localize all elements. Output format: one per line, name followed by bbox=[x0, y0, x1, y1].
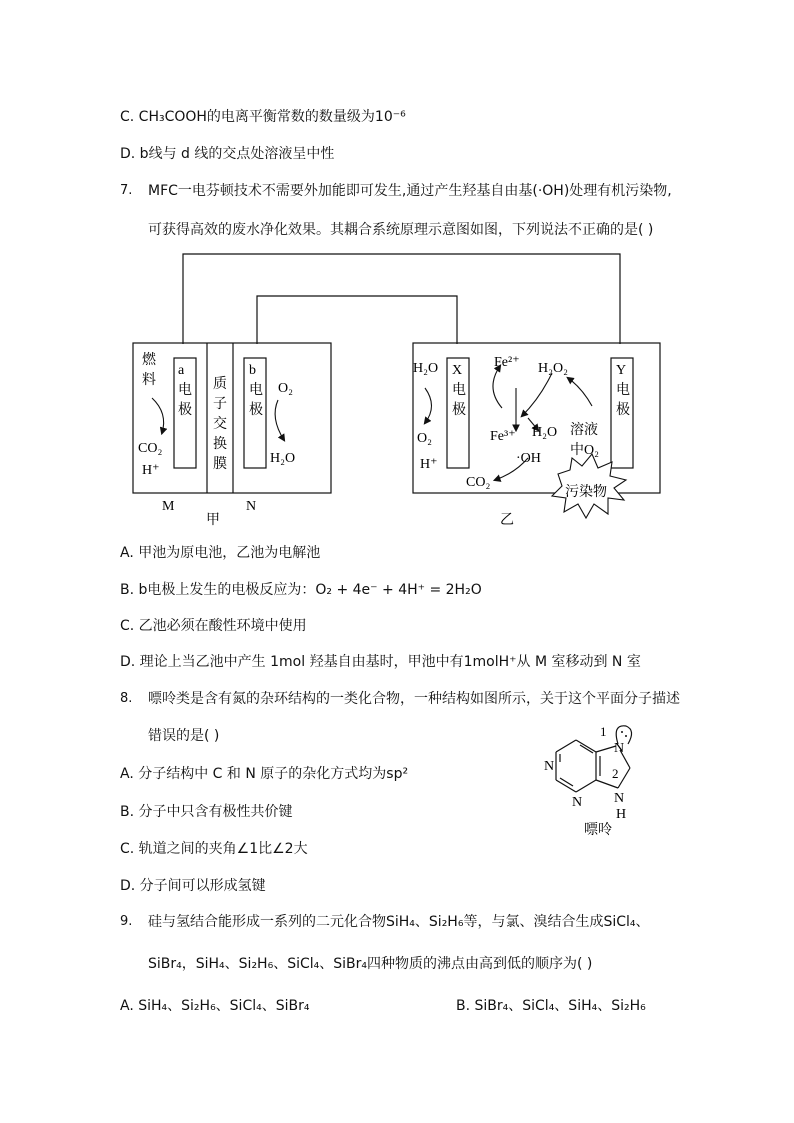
q7-option-d: D. 理论上当乙池中产生 1mol 羟基自由基时，甲池中有1molH⁺从 M 室移动到 N 室 bbox=[120, 654, 641, 670]
q6-option-d: D. b线与 d 线的交点处溶液呈中性 bbox=[120, 146, 335, 162]
n-left-label: N bbox=[544, 759, 555, 774]
q7-option-a: A. 甲池为原电池，乙池为电解池 bbox=[120, 545, 321, 561]
yi-fe3: Fe³⁺ bbox=[490, 429, 516, 444]
jia-n-label: N bbox=[246, 499, 257, 514]
q8-option-b: B. 分子中只含有极性共价键 bbox=[120, 804, 293, 820]
yi-h2o-out: H₂O bbox=[532, 425, 558, 440]
q7-stem-line1: MFC一电芬顿技术不需要外加能即可发生,通过产生羟基自由基(·OH)处理有机污染物, bbox=[148, 183, 672, 199]
b-electrode-label-3: 极 bbox=[249, 403, 263, 418]
y-electrode-label-2: 电 bbox=[616, 383, 630, 398]
membrane-4: 换 bbox=[213, 437, 227, 452]
a-electrode-label-3: 极 bbox=[178, 403, 192, 418]
yi-oh: ·OH bbox=[516, 451, 541, 466]
purine-structure bbox=[530, 722, 670, 842]
b-electrode-label-2: 电 bbox=[249, 383, 263, 398]
x-electrode-label-2: 电 bbox=[452, 383, 466, 398]
yi-fe2: Fe²⁺ bbox=[494, 355, 520, 370]
n-top-label: N bbox=[614, 741, 625, 756]
n-bottom-label: N bbox=[572, 795, 583, 810]
q7-stem-line2: 可获得高效的废水净化效果。其耦合系统原理示意图如图，下列说法不正确的是( ) bbox=[148, 222, 654, 238]
membrane-5: 膜 bbox=[213, 457, 227, 472]
yi-solution-1: 溶液 bbox=[570, 423, 598, 438]
y-electrode-label: Y bbox=[616, 363, 627, 378]
angle-1-label: 1 bbox=[600, 724, 607, 739]
q7-option-b: B. b电极上发生的电极反应为：O₂ + 4e⁻ + 4H⁺ = 2H₂O bbox=[120, 582, 482, 598]
purine-name: 嘌呤 bbox=[584, 823, 612, 838]
q8-option-a: A. 分子结构中 C 和 N 原子的杂化方式均为sp² bbox=[120, 766, 409, 782]
yi-o2: O₂ bbox=[417, 431, 432, 446]
q8-option-c: C. 轨道之间的夹角∠1比∠2大 bbox=[120, 841, 308, 857]
yi-solution-2: 中O₂ bbox=[570, 443, 599, 458]
q7-option-c: C. 乙池必须在酸性环境中使用 bbox=[120, 618, 307, 634]
fuel-label-2: 料 bbox=[142, 373, 156, 388]
jia-hplus: H⁺ bbox=[142, 463, 160, 478]
jia-co2: CO₂ bbox=[138, 441, 163, 456]
q8-stem-line2: 错误的是( ) bbox=[148, 728, 220, 744]
yi-hplus: H⁺ bbox=[420, 457, 438, 472]
q9-option-a: A. SiH₄、Si₂H₆、SiCl₄、SiBr₄ bbox=[120, 998, 310, 1014]
yi-h2o: H₂O bbox=[413, 361, 439, 376]
angle-2-label: 2 bbox=[612, 766, 619, 781]
q7-diagram bbox=[120, 248, 680, 538]
q6-option-c: C. CH₃COOH的电离平衡常数的数量级为10⁻⁶ bbox=[120, 109, 406, 125]
membrane-1: 质 bbox=[213, 377, 227, 392]
yi-co2: CO₂ bbox=[466, 475, 491, 490]
q9-option-b: B. SiBr₄、SiCl₄、SiH₄、Si₂H₆ bbox=[456, 998, 646, 1014]
h-label: H bbox=[616, 807, 627, 822]
q9-stem-line1: 硅与氢结合能形成一系列的二元化合物SiH₄、Si₂H₆等，与氯、溴结合生成SiCl₄、 bbox=[148, 914, 650, 930]
y-electrode-label-3: 极 bbox=[616, 403, 630, 418]
b-electrode-label: b bbox=[249, 363, 256, 378]
q8-number: 8. bbox=[120, 691, 133, 706]
jia-name: 甲 bbox=[206, 513, 220, 528]
q8-option-d: D. 分子间可以形成氢键 bbox=[120, 878, 266, 894]
nh-label: N bbox=[614, 791, 625, 806]
yi-name: 乙 bbox=[500, 513, 514, 528]
fuel-label-1: 燃 bbox=[142, 353, 156, 368]
q8-stem-line1: 嘌呤类是含有氮的杂环结构的一类化合物，一种结构如图所示，关于这个平面分子描述 bbox=[148, 691, 680, 707]
jia-h2o: H₂O bbox=[270, 451, 296, 466]
yi-h2o2: H₂O₂ bbox=[538, 361, 568, 376]
yi-pollutant: 污染物 bbox=[565, 485, 607, 500]
x-electrode-label-3: 极 bbox=[452, 403, 466, 418]
jia-m-label: M bbox=[162, 499, 175, 514]
q9-stem-line2: SiBr₄，SiH₄、Si₂H₆、SiCl₄、SiBr₄四种物质的沸点由高到低的顺序为( ) bbox=[148, 956, 593, 972]
jia-o2: O₂ bbox=[278, 381, 293, 396]
q7-number: 7. bbox=[120, 183, 133, 198]
q9-number: 9. bbox=[120, 914, 133, 929]
x-electrode-label: X bbox=[452, 363, 463, 378]
membrane-2: 子 bbox=[213, 397, 227, 412]
a-electrode-label: a bbox=[178, 363, 185, 378]
membrane-3: 交 bbox=[213, 417, 227, 432]
a-electrode-label-2: 电 bbox=[178, 383, 192, 398]
